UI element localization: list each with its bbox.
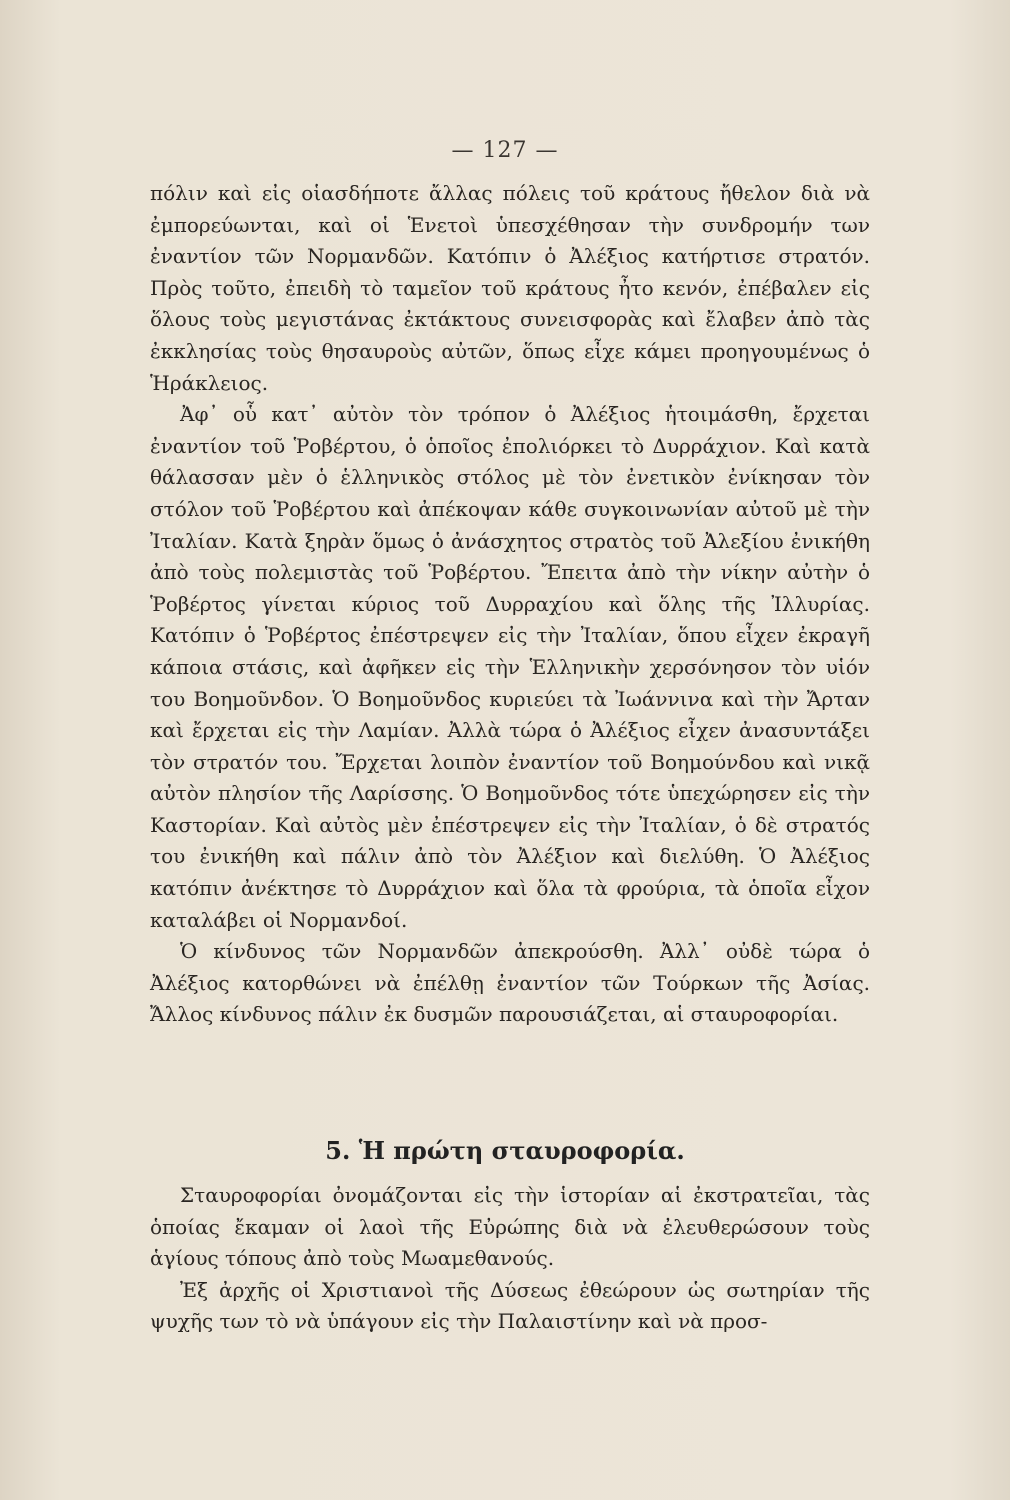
- paragraph: Ἐξ ἀρχῆς οἱ Χριστιανοὶ τῆς Δύσεως ἐθεώρουν ὡς σωτηρίαν τῆς ψυχῆς των τὸ νὰ ὑπάγουν εἰς τὴν Παλαιστίνην καὶ νὰ προσ-: [150, 1277, 870, 1334]
- section-heading: 5. Ἡ πρώτη σταυροφορία.: [325, 1136, 685, 1165]
- paragraph: πόλιν καὶ εἰς οἱασδήποτε ἄλλας πόλεις τοῦ κράτους ἤθελον διὰ νὰ ἐμπορεύωνται, καὶ οἱ Ἑνετοὶ ὑπεσχέθησαν τὴν συνδρομήν των ἐναντίον τῶν Νορμανδῶν. Κατόπιν ὁ Ἀλέξιος κατήρτισε στρατόν. Πρὸς τοῦτο, ἐπειδὴ τὸ ταμεῖον τοῦ κράτους ἦτο κενόν, ἐπέβαλεν εἰς ὅλους τοὺς μεγιστάνας ἐκτάκτους συνεισφορὰς καὶ ἔλαβεν ἀπὸ τὰς ἐκκλησίας τοὺς θησαυροὺς αὐτῶν, ὅπως εἶχε κάμει προηγουμένως ὁ Ἡράκλειος.: [150, 181, 870, 395]
- paragraph: Ἀφ᾽ οὗ κατ᾽ αὐτὸν τὸν τρόπον ὁ Ἀλέξιος ἡτοιμάσθη, ἔρχεται ἐναντίον τοῦ Ῥοβέρτου, ὁ ὁποῖος ἐπολιόρκει τὸ Δυρράχιον. Καὶ κατὰ θάλασσαν μὲν ὁ ἑλληνικὸς στόλος μὲ τὸν ἐνετικὸν ἐνίκησαν τὸν στόλον τοῦ Ῥοβέρτου καὶ ἀπέκοψαν κάθε συγκοινωνίαν αὐτοῦ μὲ τὴν Ἰταλίαν. Κατὰ ξηρὰν ὅμως ὁ ἀνάσχητος στρατὸς τοῦ Ἀλεξίου ἐνικήθη ἀπὸ τοὺς πολεμιστὰς τοῦ Ῥοβέρτου. Ἔπειτα ἀπὸ τὴν νίκην αὐτὴν ὁ Ῥοβέρτος γίνεται κύριος τοῦ Δυρραχίου καὶ ὅλης τῆς Ἰλλυρίας. Κατόπιν ὁ Ῥοβέρτος ἐπέστρεψεν εἰς τὴν Ἰταλίαν, ὅπου εἶχεν ἐκραγῆ κάποια στάσις, καὶ ἀφῆκεν εἰς τὴν Ἑλληνικὴν χερσόνησον τὸν υἱόν του Βοημοῦνδον. Ὁ Βοημοῦνδος κυριεύει τὰ Ἰωάννινα καὶ τὴν Ἄρταν καὶ ἔρχεται εἰς τὴν Λαμίαν. Ἀλλὰ τώρα ὁ Ἀλέξιος εἶχεν ἀνασυντάξει τὸν στρατόν του. Ἔρχεται λοιπὸν ἐναντίον τοῦ Βοημούνδου καὶ νικᾷ αὐτὸν πλησίον τῆς Λαρίσσης. Ὁ Βοημοῦνδος τότε ὑπεχώρησεν εἰς τὴν Καστορίαν. Καὶ αὐτὸς μὲν ἐπέστρεψεν εἰς τὴν Ἰταλίαν, ὁ δὲ στρατός του ἐνικήθη καὶ πάλιν ἀπὸ τὸν Ἀλέξιον καὶ διελύθη. Ὁ Ἀλέξιος κατόπιν ἀνέκτησε τὸ Δυρράχιον καὶ ὅλα τὰ φρούρια, τὰ ὁποῖα εἶχον καταλάβει οἱ Νορμανδοί.: [150, 402, 870, 932]
- paragraph: Ὁ κίνδυνος τῶν Νορμανδῶν ἀπεκρούσθη. Ἀλλ᾽ οὐδὲ τώρα ὁ Ἀλέξιος κατορθώνει νὰ ἐπέλθῃ ἐναντίον τῶν Τούρκων τῆς Ἀσίας. Ἄλλος κίνδυνος πάλιν ἐκ δυσμῶν παρουσιάζεται, αἱ σταυροφορίαι.: [150, 939, 870, 1027]
- paragraph: Σταυροφορίαι ὀνομάζονται εἰς τὴν ἱστορίαν αἱ ἐκστρατεῖαι, τὰς ὁποίας ἔκαμαν οἱ λαοὶ τῆς Εὐρώπης διὰ νὰ ἐλευθερώσουν τοὺς ἁγίους τόπους ἀπὸ τοὺς Μωαμεθανούς.: [150, 1183, 870, 1271]
- body-text-bottom: [150, 1180, 870, 1338]
- page-number: — 127 —: [451, 138, 559, 163]
- body-text-top: [150, 178, 870, 1031]
